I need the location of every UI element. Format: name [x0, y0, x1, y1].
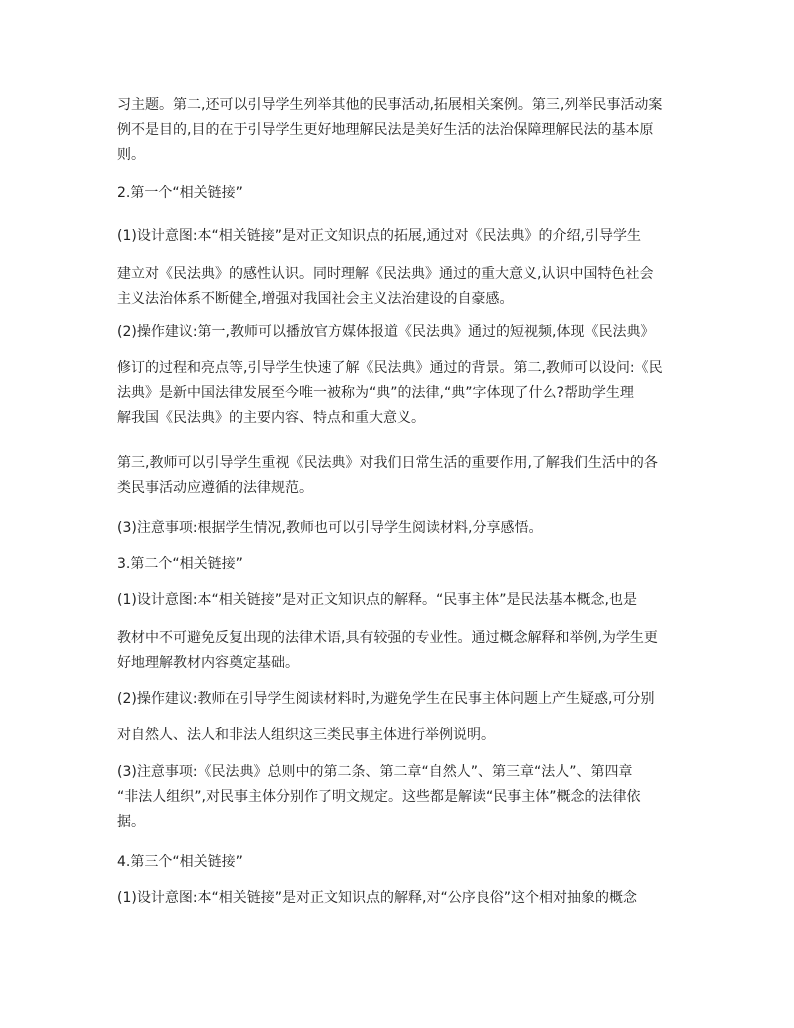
paragraph-notes-2	[117, 760, 687, 835]
text-line: 好地理解教材内容奠定基础。	[117, 655, 299, 671]
text-line: 主义法治体系不断健全,增强对我国社会主义法治建设的自豪感。	[117, 291, 514, 307]
paragraph-design-intent-2-continued	[117, 626, 687, 676]
text-line: (1)设计意图:本“相关链接”是对正文知识点的拓展,通过对《民法典》的介绍,引导学生	[117, 228, 641, 244]
heading-line: 2.第一个“相关链接”	[117, 185, 243, 201]
text-line: 类民事活动应遵循的法律规范。	[117, 480, 313, 496]
section-heading-4	[117, 850, 687, 875]
text-line: 法典》是新中国法律发展至今唯一被称为“典”的法律,“典”字体现了什么?帮助学生理	[117, 385, 634, 401]
text-line: 则。	[117, 147, 145, 163]
paragraph-operation-1-third	[117, 451, 687, 501]
text-line: 第三,教师可以引导学生重视《民法典》对我们日常生活的重要作用,了解我们生活中的各	[117, 455, 658, 471]
text-line: (3)注意事项:根据学生情况,教师也可以引导学生阅读材料,分享感悟。	[117, 520, 543, 536]
paragraph-design-intent-1	[117, 224, 687, 249]
text-line: (2)操作建议:第一,教师可以播放官方媒体报道《民法典》通过的短视频,体现《民法典》	[117, 324, 655, 340]
text-line: 对自然人、法人和非法人组织这三类民事主体进行举例说明。	[117, 727, 495, 743]
paragraph-operation-1	[117, 320, 687, 345]
heading-line: 3.第二个“相关链接”	[117, 556, 243, 572]
text-line: (1)设计意图:本“相关链接”是对正文知识点的解释。“民事主体”是民法基本概念,也是	[117, 592, 638, 608]
paragraph-design-intent-2	[117, 588, 687, 613]
text-line: (1)设计意图:本“相关链接”是对正文知识点的解释,对“公序良俗”这个相对抽象的概念	[117, 890, 638, 906]
text-line: 解我国《民法典》的主要内容、特点和重大意义。	[117, 410, 425, 426]
paragraph-intro-continuation	[117, 93, 687, 168]
paragraph-operation-1-continued	[117, 356, 687, 431]
heading-line: 4.第三个“相关链接”	[117, 854, 243, 870]
paragraph-notes-1	[117, 516, 687, 541]
text-line: 修订的过程和亮点等,引导学生快速了解《民法典》通过的背景。第二,教师可以设问:《民	[117, 360, 663, 376]
text-line: “非法人组织”,对民事主体分别作了明文规定。这些都是解读“民事主体”概念的法律依	[117, 789, 641, 805]
text-line: (2)操作建议:教师在引导学生阅读材料时,为避免学生在民事主体问题上产生疑惑,可分别	[117, 691, 655, 707]
paragraph-design-intent-1-continued	[117, 262, 687, 312]
paragraph-design-intent-3	[117, 886, 687, 911]
paragraph-operation-2-continued	[117, 723, 687, 748]
text-line: 建立对《民法典》的感性认识。同时理解《民法典》通过的重大意义,认识中国特色社会	[117, 266, 654, 282]
text-line: 教材中不可避免反复出现的法律术语,具有较强的专业性。通过概念解释和举例,为学生更	[117, 630, 658, 646]
text-line: 据。	[117, 814, 145, 830]
text-line: (3)注意事项:《民法典》总则中的第二条、第二章“自然人”、第三章“法人”、第四章	[117, 764, 633, 780]
paragraph-operation-2	[117, 687, 687, 712]
text-line: 习主题。第二,还可以引导学生列举其他的民事活动,拓展相关案例。第三,列举民事活动案	[117, 97, 663, 113]
text-line: 例不是目的,目的在于引导学生更好地理解民法是美好生活的法治保障理解民法的基本原	[117, 122, 654, 138]
section-heading-2	[117, 181, 687, 206]
section-heading-3	[117, 552, 687, 577]
